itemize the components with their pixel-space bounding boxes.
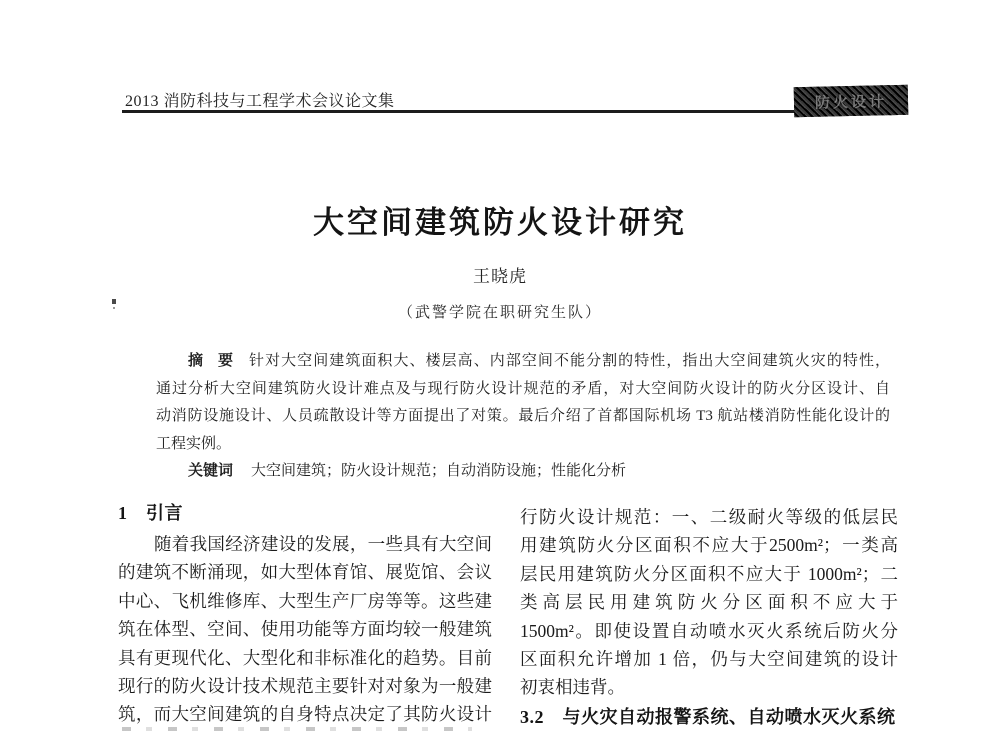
- body-line: 层民用建筑防火分区面积不应大于 1000m²；二: [520, 563, 898, 584]
- keywords-text: 大空间建筑；防火设计规范；自动消防设施；性能化分析: [251, 463, 627, 479]
- proceedings-title: 2013 消防科技与工程学术会议论文集: [125, 93, 395, 110]
- body-line: 用建筑防火分区面积不应大于2500m²；一类高: [520, 535, 898, 556]
- author-name: 王晓虎: [473, 267, 527, 286]
- body-line: 区面积允许增加 1 倍，仍与大空间建筑的设计: [520, 648, 898, 669]
- author-affiliation: （武警学院在职研究生队）: [397, 305, 602, 321]
- paper-title: 大空间建筑防火设计研究: [313, 205, 687, 240]
- abstract-line: 工程实例。: [156, 435, 232, 452]
- header-badge-text: 防火设计: [814, 93, 888, 112]
- body-line: 筑在体型、空间、使用功能等方面均较一般建筑: [118, 619, 492, 640]
- header-rule: [122, 110, 906, 113]
- abstract-line: 通过分析大空间建筑防火设计难点及与现行防火设计规范的矛盾，对大空间防火设计的防火分区设计、自: [156, 380, 890, 397]
- section-heading-introduction: 1 引言: [118, 503, 183, 523]
- section-heading-3-2: 3.2 与火灾自动报警系统、自动喷水灭火系统: [520, 706, 896, 727]
- body-line: 现行的防火设计技术规范主要针对对象为一般建: [118, 675, 492, 696]
- body-line: 的建筑不断涌现，如大型体育馆、展览馆、会议: [118, 562, 492, 583]
- clipped-bottom-text-artifact: [122, 727, 472, 731]
- body-line: 初衷相违背。: [520, 677, 625, 698]
- keywords-line: [156, 458, 890, 486]
- body-line: 随着我国经济建设的发展，一些具有大空间: [154, 534, 492, 554]
- body-line: 筑，而大空间建筑的自身特点决定了其防火设计: [118, 704, 492, 725]
- right-column: [520, 503, 898, 731]
- header-badge: [794, 85, 909, 117]
- body-line: 具有更现代化、大型化和非标准化的趋势。目前: [118, 647, 492, 668]
- abstract-first-line: [156, 348, 890, 376]
- abstract-line: 针对大空间建筑面积大、楼层高、内部空间不能分割的特性，指出大空间建筑火灾的特性，: [249, 353, 890, 369]
- abstract-label: 摘 要: [188, 353, 234, 369]
- body-line: 行防火设计规范：一、二级耐火等级的低层民: [520, 507, 898, 527]
- left-column: [118, 500, 492, 729]
- body-line: 中心、飞机维修库、大型生产厂房等等。这些建: [118, 590, 492, 611]
- abstract-block: [156, 348, 890, 486]
- abstract-line: 动消防设施设计、人员疏散设计等方面提出了对策。最后介绍了首都国际机场 T3 航站楼消防性能化设计的: [156, 408, 890, 424]
- body-line: 1500m²。即使设置自动喷水灭火系统后防火分: [520, 620, 898, 641]
- keywords-label: 关键词: [188, 463, 234, 479]
- body-line: 类高层民用建筑防火分区面积不应大于: [520, 592, 898, 613]
